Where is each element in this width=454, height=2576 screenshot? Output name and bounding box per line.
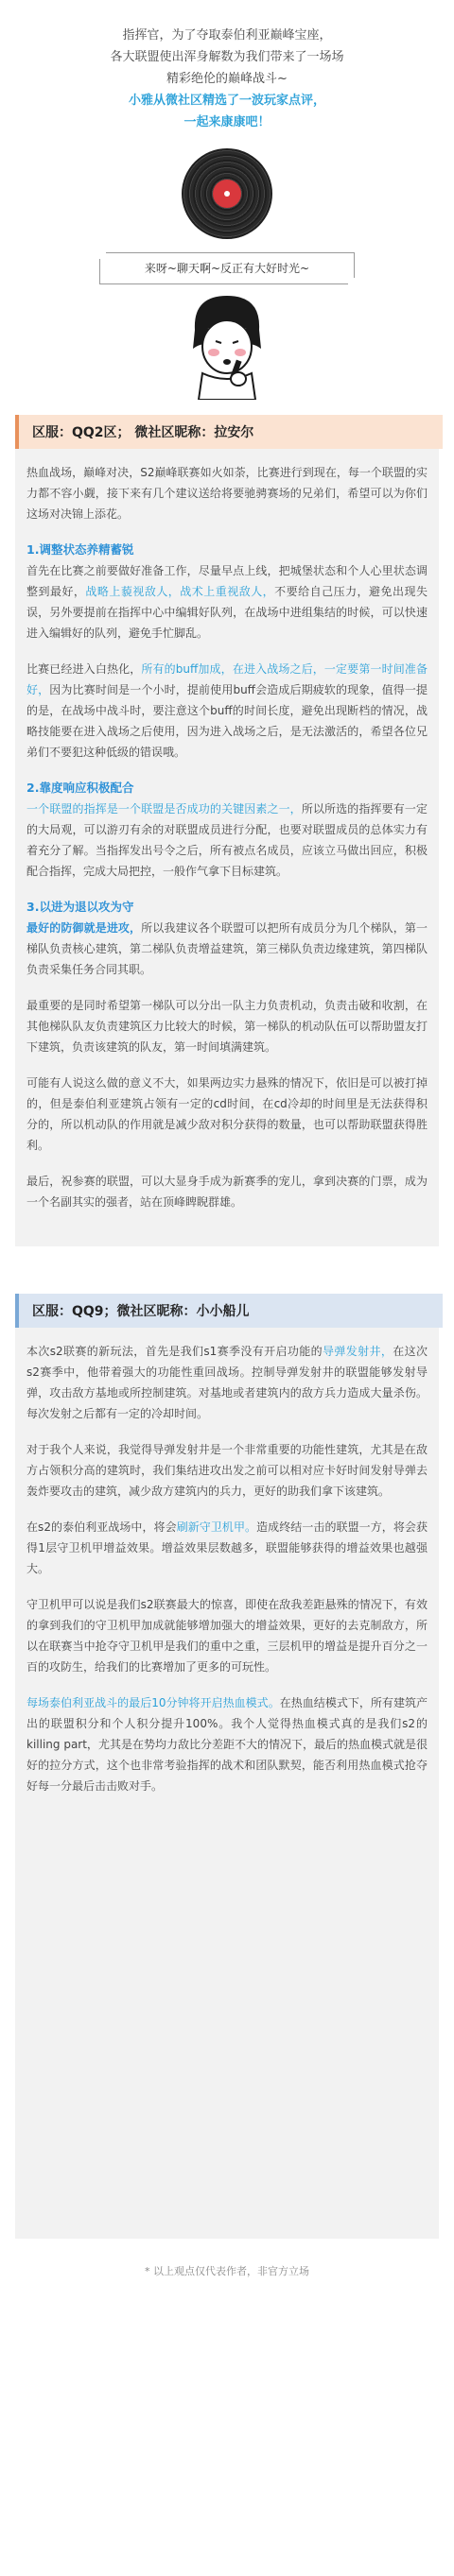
- highlight-text: 导弹发射井，: [323, 1345, 393, 1358]
- paragraph: 热血战场，巅峰对决，S2巅峰联赛如火如荼，比赛进行到现在，每一个联盟的实力都不容小觑，接下来有几个建议送给将要驰骋赛场的兄弟们，希望可以为你们这场对决锦上添花。: [26, 466, 428, 521]
- paragraph: 在s2的泰伯利亚战场中，将会刷新守卫机甲。造成终结一击的联盟一方，将会获得1层守卫机甲增益效果。增益效果层数越多，联盟能够获得的增益效果也越强大。: [26, 1520, 428, 1575]
- paragraph: 一个联盟的指挥是一个联盟是否成功的关键因素之一，所以所选的指挥要有一定的大局观，可以游刃有余的对联盟成员进行分配，也要对联盟成员的总体实力有着充分了解。当指挥发出号令之后，所有被点名成员，应该立马做出回应，积极配合指挥，完成大局把控，一般作气拿下目标建筑。: [26, 802, 428, 878]
- section-title: 区服：QQ9；微社区昵称：小小船儿: [32, 1304, 250, 1319]
- paragraph: 对于我个人来说，我觉得导弹发射井是一个非常重要的功能性建筑，尤其是在敌方占领积分高的建筑时，我们集结进攻出发之前可以相对应卡好时间发射导弹去轰炸要攻击的建筑，减少敌方建筑内的兵力，更好的助我们拿下该建筑。: [26, 1443, 428, 1498]
- intro: [0, 0, 454, 133]
- review-section-2: [15, 1294, 439, 2239]
- footer-disclaimer: * 以上观点仅代表作者，非官方立场: [145, 2265, 309, 2277]
- intro-line-1: 指挥官，为了夺取泰伯利亚巅峰宝座，: [122, 28, 332, 43]
- subheading: 3.以进为退以攻为守: [26, 900, 134, 914]
- paragraph: 最好的防御就是进攻，所以我建议各个联盟可以把所有成员分为几个梯队，第一梯队负责核心建筑，第二梯队负责增益建筑，第三梯队负责边缘建筑，第四梯队负责采集任务合同其职。: [26, 921, 428, 976]
- vinyl-record-icon: [0, 148, 454, 239]
- highlight-text: 每场泰伯利亚战斗的最后10分钟将开启热血模式。: [26, 1696, 280, 1709]
- section-header: [26, 1294, 428, 1328]
- paragraph: 最重要的是同时希望第一梯队可以分出一队主力负责机动，负责击破和收割，在其他梯队队友负责建筑区力比较大的时候，第一梯队的机动队伍可以帮助盟友打下建筑，负责该建筑的队友，第一时间填满建筑。: [26, 999, 428, 1054]
- highlight-text: 战略上藐视敌人，战术上重视敌人，: [85, 585, 275, 598]
- paragraph: 每场泰伯利亚战斗的最后10分钟将开启热血模式。在热血结模式下，所有建筑产出的联盟积分和个人积分提升100%。我个人觉得热血模式真的是我们s2的killing part，尤其是在势均力敌比分差距不大的情况下，最后的热血模式就是很好的拉分方式，这个也非常考验指挥的战术和团队默契，能否利用热血模式抢夺好每一分最后击击败对手。: [26, 1696, 428, 1793]
- intro-highlight-2: 一起来康康吧！: [183, 115, 271, 129]
- highlight-text: 一个联盟的指挥是一个联盟是否成功的关键因素之一，: [26, 802, 302, 816]
- caption-box: [99, 252, 355, 284]
- subheading: 1.调整状态养精蓄锐: [26, 542, 134, 557]
- intro-highlight-1: 小雅从微社区精选了一波玩家点评，: [128, 94, 325, 108]
- review-section-1: [15, 415, 439, 1246]
- intro-line-2: 各大联盟使出浑身解数为我们带来了一场场: [110, 50, 344, 64]
- highlight-text: 所有的buff加成，在进入战场之后，一定要第一时间准备好，: [26, 662, 428, 696]
- paragraph: 比赛已经进入白热化，所有的buff加成，在进入战场之后，一定要第一时间准备好，因为比赛时间是一个小时，提前使用buff会造成后期疲软的现象，值得一提的是，在战场中战斗时，要注意这个buff的时间长度，避免出现断档的情况，战略技能要在进入战场之后使用，因为进入战场之后，是无法激活的，希望各位兄弟们不要犯这种低级的错误哦。: [26, 662, 428, 759]
- intro-line-3: 精彩绝伦的巅峰战斗~: [166, 72, 288, 86]
- meme-sticker: [0, 288, 454, 400]
- section-title: 区服：QQ2区； 微社区昵称：拉安尔: [32, 425, 254, 440]
- paragraph: 可能有人说这么做的意义不大，如果两边实力悬殊的情况下，依旧是可以被打掉的，但是泰伯利亚建筑占领有一定的cd时间，在cd冷却的时间里是无法获得积分的，所以机动队的作用就是减少敌对积分获得的数量，也可以帮助联盟获得胜利。: [26, 1076, 428, 1152]
- section-header: [26, 415, 428, 449]
- highlight-text: 刷新守卫机甲。: [176, 1520, 257, 1534]
- paragraph: 守卫机甲可以说是我们s2联赛最大的惊喜，即使在敌我差距悬殊的情况下，有效的拿到我们的守卫机甲加成就能够增加强大的增益效果，更好的去克制敌方，所以在联赛当中抢夺守卫机甲是我们的重中之重，三层机甲的增益是提升百分之一百的攻防生，给我们的比赛增加了更多的可玩性。: [26, 1598, 428, 1674]
- paragraph: 本次s2联赛的新玩法，首先是我们s1赛季没有开启功能的导弹发射井，在这次s2赛季中，他带着强大的功能性重回战场。控制导弹发射井的联盟能够发射导弹，攻击敌方基地或所控制建筑。对基地或者建筑内的敌方兵力造成大量杀伤。每次发射之后都有一定的冷却时间。: [26, 1345, 428, 1420]
- highlight-text: 最好的防御就是进攻，: [26, 921, 142, 935]
- paragraph: 最后，祝参赛的联盟，可以大显身手成为新赛季的宠儿，拿到决赛的门票，成为一个名副其实的强者，站在顶峰睥睨群雄。: [26, 1175, 428, 1209]
- subheading: 2.靠度响应积极配合: [26, 781, 134, 795]
- paragraph: 首先在比赛之前要做好准备工作，尽量早点上线，把城堡状态和个人心里状态调整到最好，战略上藐视敌人，战术上重视敌人，不要给自己压力，避免出现失误，另外要提前在指挥中心中编辑好队列，在战场中进组集结的时候，可以快速进入编辑好的队列，避免手忙脚乱。: [26, 564, 428, 640]
- meme-face-icon: [180, 288, 274, 400]
- caption-text: 来呀~聊天啊~反正有大好时光~: [144, 262, 310, 275]
